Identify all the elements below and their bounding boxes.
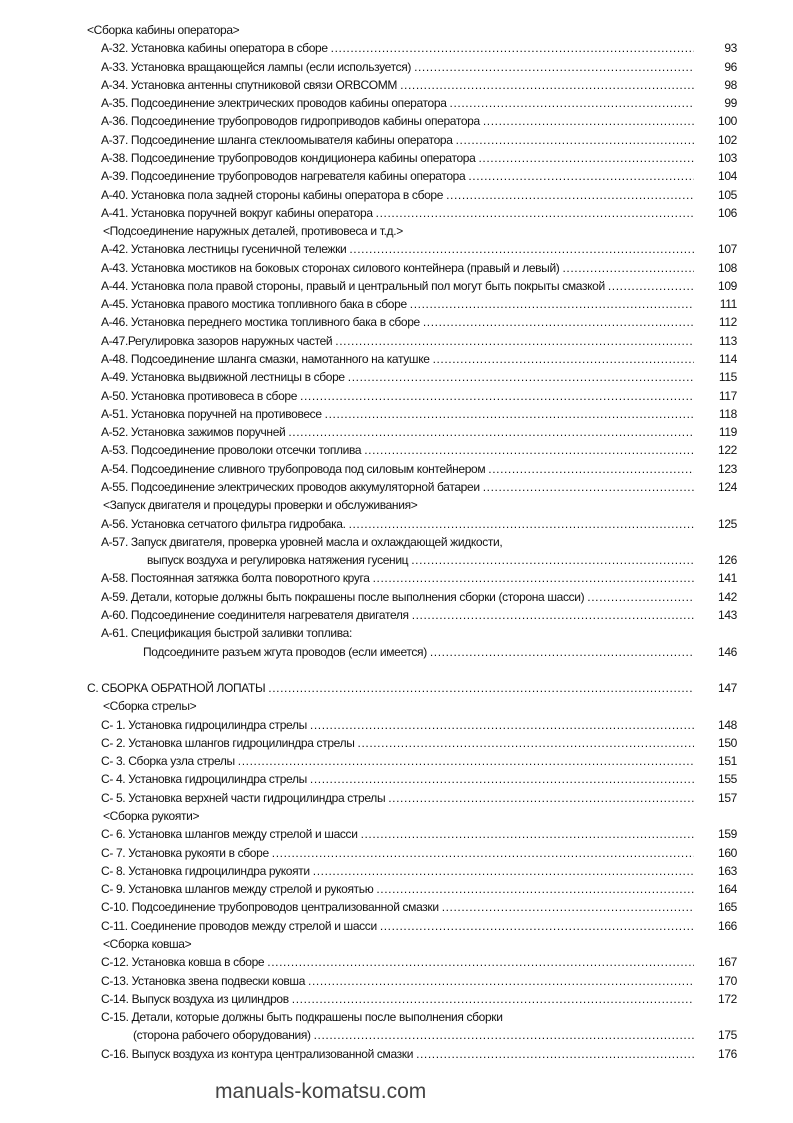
dot-leader	[483, 112, 694, 130]
toc-entry-title: A-59. Детали, которые должны быть покрашены после выполнения сборки (сторона шасси)	[101, 589, 585, 604]
toc-entry-title: C. СБОРКА ОБРАТНОЙ ЛОПАТЫ	[87, 681, 266, 696]
toc-page-number: 96	[724, 59, 737, 74]
toc-entry-title: A-56. Установка сетчатого фильтра гидробака.	[101, 516, 346, 531]
dot-leader	[361, 825, 694, 843]
dot-leader	[410, 295, 694, 313]
toc-entry[interactable]	[101, 423, 700, 441]
toc-page-number: 125	[718, 516, 737, 531]
toc-entry-title: C-14. Выпуск воздуха из цилиндров	[101, 991, 289, 1006]
toc-entry-title: A-61. Спецификация быстрой заливки топлива:	[101, 626, 352, 641]
toc-page-number: 123	[718, 461, 737, 476]
toc-entry[interactable]	[101, 94, 700, 112]
dot-leader	[300, 387, 694, 405]
dot-leader	[388, 789, 694, 807]
toc-page-number: 108	[718, 260, 737, 275]
dot-leader	[442, 898, 694, 916]
toc-entry[interactable]	[143, 643, 700, 661]
toc-entry-title: A-33. Установка вращающейся лампы (если используется)	[101, 59, 412, 74]
toc-entry-title: C- 7. Установка рукояти в сборе	[101, 845, 269, 860]
toc-page-number: 143	[718, 607, 737, 622]
toc-entry-title: A-47.Регулировка зазоров наружных частей	[101, 333, 333, 348]
toc-section-header: <Сборка рукояти>	[103, 809, 200, 824]
toc-entry[interactable]	[101, 862, 700, 880]
dot-leader	[380, 917, 694, 935]
toc-page-number: 150	[718, 735, 737, 750]
toc-entry[interactable]	[101, 844, 700, 862]
dot-leader	[483, 478, 694, 496]
toc-entry[interactable]	[101, 789, 700, 807]
toc-entry-title: A-35. Подсоединение электрических проводов кабины оператора	[101, 96, 447, 111]
dot-leader	[423, 313, 694, 331]
dot-leader	[376, 204, 694, 222]
toc-page-number: 112	[718, 315, 737, 330]
toc-entry[interactable]	[101, 478, 700, 496]
toc-entry[interactable]	[101, 515, 700, 533]
toc-page-number: 167	[718, 955, 737, 970]
toc-page-number: 113	[718, 333, 737, 348]
toc-entry[interactable]	[101, 76, 700, 94]
dot-leader	[314, 1026, 694, 1044]
toc-page-number: 170	[718, 973, 737, 988]
toc-entry-title: A-36. Подсоединение трубопроводов гидроприводов кабины оператора	[101, 114, 480, 129]
dot-leader	[268, 679, 694, 697]
toc-page-number: 155	[718, 772, 737, 787]
toc-entry[interactable]	[101, 186, 700, 204]
toc-entry-title: C- 6. Установка шлангов между стрелой и шасси	[101, 827, 358, 842]
toc-entry[interactable]	[133, 1026, 700, 1044]
toc-entry[interactable]	[101, 825, 700, 843]
toc-entry-title: A-45. Установка правого мостика топливного бака в сборе	[101, 297, 407, 312]
toc-entry[interactable]	[101, 131, 700, 149]
dot-leader	[433, 350, 694, 368]
toc-entry-title: A-44. Установка пола правой стороны, правый и центральный пол могут быть покрыты смазкой	[101, 278, 605, 293]
dot-leader	[364, 441, 694, 459]
dot-leader	[411, 551, 694, 569]
toc-page-number: 105	[718, 187, 737, 202]
toc-entry[interactable]	[87, 679, 700, 697]
toc-entry-title: (сторона рабочего оборудования)	[133, 1028, 311, 1043]
dot-leader	[308, 972, 694, 990]
toc-page-number: 111	[719, 297, 737, 312]
dot-leader	[446, 186, 694, 204]
toc-entry[interactable]	[101, 716, 700, 734]
toc-entry[interactable]	[101, 1045, 700, 1063]
toc-page-number: 172	[718, 991, 737, 1006]
dot-leader	[562, 259, 694, 277]
toc-entry[interactable]	[101, 972, 700, 990]
dot-leader	[310, 770, 694, 788]
toc-entry-title: C- 4. Установка гидроцилиндра стрелы	[101, 772, 307, 787]
dot-leader	[587, 588, 694, 606]
toc-entry[interactable]	[101, 460, 700, 478]
toc-entry[interactable]	[101, 259, 700, 277]
dot-leader	[348, 368, 694, 386]
toc-entry-title: A-54. Подсоединение сливного трубопровода под силовым контейнером	[101, 461, 486, 476]
dot-leader	[267, 953, 694, 971]
toc-entry[interactable]	[101, 990, 700, 1008]
toc-entry-title: A-49. Установка выдвижной лестницы в сборе	[101, 370, 345, 385]
toc-page-number: 176	[718, 1046, 737, 1061]
toc-page-number: 151	[718, 754, 737, 769]
toc-entry[interactable]	[101, 112, 700, 130]
toc-page-number: 102	[718, 132, 737, 147]
dot-leader	[238, 752, 694, 770]
toc-page-number: 160	[718, 845, 737, 860]
toc-section-header: <Подсоединение наружных деталей, противовеса и т.д.>	[103, 224, 403, 239]
toc-page-number: 106	[718, 205, 737, 220]
dot-leader	[468, 167, 694, 185]
toc-entry-title: A-40. Установка пола задней стороны кабины оператора в сборе	[101, 187, 444, 202]
toc-entry-title: C-15. Детали, которые должны быть подкрашены после выполнения сборки	[101, 1010, 503, 1025]
toc-entry-title: C-13. Установка звена подвески ковша	[101, 973, 306, 988]
toc-entry-title: C- 1. Установка гидроцилиндра стрелы	[101, 717, 307, 732]
watermark: manuals-komatsu.com	[215, 1080, 427, 1103]
toc-entry[interactable]	[147, 551, 700, 569]
toc-entry[interactable]	[101, 149, 700, 167]
toc-entry[interactable]	[101, 313, 700, 331]
toc-page-number: 118	[718, 406, 737, 421]
toc-entry[interactable]	[101, 332, 700, 350]
dot-leader	[313, 862, 694, 880]
dot-leader	[373, 569, 694, 587]
toc-entry[interactable]	[101, 167, 700, 185]
toc-page-number: 164	[718, 882, 737, 897]
toc-entry-title: A-52. Установка зажимов поручней	[101, 425, 286, 440]
toc-entry-title: A-39. Подсоединение трубопроводов нагревателя кабины оператора	[101, 169, 466, 184]
dot-leader	[416, 1045, 694, 1063]
toc-page-number: 107	[718, 242, 737, 257]
toc-page-number: 147	[718, 681, 737, 696]
toc-entry[interactable]	[101, 277, 700, 295]
dot-leader	[412, 606, 694, 624]
toc-entry[interactable]	[101, 405, 700, 423]
toc-page-number: 141	[718, 571, 737, 586]
dot-leader	[288, 423, 694, 441]
toc-entry[interactable]	[101, 588, 700, 606]
toc-entry-title: A-46. Установка переднего мостика топливного бака в сборе	[101, 315, 420, 330]
toc-entry[interactable]	[101, 734, 700, 752]
toc-entry[interactable]	[101, 295, 700, 313]
toc-entry-title: C-12. Установка ковша в сборе	[101, 955, 265, 970]
toc-page-number: 117	[718, 388, 737, 403]
dot-leader	[488, 460, 694, 478]
toc-page-number: 157	[718, 790, 737, 805]
toc-entry[interactable]	[101, 39, 700, 57]
toc-entry[interactable]	[101, 58, 700, 76]
toc-page-number: 93	[724, 41, 737, 56]
toc-page-number: 98	[724, 77, 737, 92]
dot-leader	[358, 734, 694, 752]
toc-page-number: 115	[718, 370, 737, 385]
dot-leader	[331, 39, 694, 57]
dot-leader	[430, 643, 694, 661]
toc-entry[interactable]	[101, 917, 700, 935]
toc-entry[interactable]	[101, 441, 700, 459]
toc-page-number: 99	[724, 96, 737, 111]
toc-page-number: 103	[718, 150, 737, 165]
toc-entry[interactable]	[101, 387, 700, 405]
toc-entry-title: A-48. Подсоединение шланга смазки, намотанного на катушке	[101, 352, 430, 367]
toc-entry-title: выпуск воздуха и регулировка натяжения гусениц	[147, 553, 409, 568]
toc-entry-title: C-10. Подсоединение трубопроводов централизованной смазки	[101, 900, 439, 915]
toc-entry-title: A-43. Установка мостиков на боковых сторонах силового контейнера (правый и левый)	[101, 260, 560, 275]
toc-entry-title: A-57. Запуск двигателя, проверка уровней масла и охлаждающей жидкости,	[101, 534, 503, 549]
toc-entry-title: C-16. Выпуск воздуха из контура централизованной смазки	[101, 1046, 414, 1061]
toc-page-number: 109	[718, 278, 737, 293]
toc-entry[interactable]	[101, 368, 700, 386]
toc-entry-title: A-58. Постоянная затяжка болта поворотного круга	[101, 571, 370, 586]
toc-entry[interactable]	[101, 953, 700, 971]
dot-leader	[414, 58, 694, 76]
toc-entry-title: A-38. Подсоединение трубопроводов кондиционера кабины оператора	[101, 150, 476, 165]
toc-entry-title: A-42. Установка лестницы гусеничной тележки	[101, 242, 347, 257]
toc-page-number: 124	[718, 480, 737, 494]
toc-page-number: 165	[718, 900, 737, 915]
toc-page-number: 175	[718, 1028, 737, 1043]
toc-entry-title: C- 5. Установка верхней части гидроцилиндра стрелы	[101, 790, 386, 805]
toc-page-number: 104	[718, 169, 737, 184]
toc-page-number: 148	[718, 717, 737, 732]
dot-leader	[349, 515, 694, 533]
toc-entry[interactable]	[101, 204, 700, 222]
toc-page-number: 126	[718, 553, 737, 568]
dot-leader	[272, 844, 694, 862]
dot-leader	[349, 240, 694, 258]
toc-entry[interactable]	[101, 770, 700, 788]
toc-entry[interactable]	[101, 350, 700, 368]
dot-leader	[478, 149, 694, 167]
toc-entry-title: C- 3. Сборка узла стрелы	[101, 754, 235, 769]
toc-page-number: 163	[718, 863, 737, 878]
toc-entry-title: A-53. Подсоединение проволоки отсечки топлива	[101, 443, 362, 458]
toc-page-number: 122	[718, 443, 737, 458]
toc-page-number: 142	[718, 589, 737, 604]
toc-entry-title: C- 8. Установка гидроцилиндра рукояти	[101, 863, 310, 878]
toc-entry-title: A-55. Подсоединение электрических проводов аккумуляторной батареи	[101, 480, 480, 494]
toc-entry-title: A-51. Установка поручней на противовесе	[101, 406, 322, 421]
dot-leader	[400, 76, 694, 94]
toc-entry[interactable]	[101, 569, 700, 587]
toc-entry-title: A-32. Установка кабины оператора в сборе	[101, 41, 328, 56]
toc-section-header: <Запуск двигателя и процедуры проверки и обслуживания>	[103, 498, 418, 513]
toc-entry-title: A-37. Подсоединение шланга стеклоомывателя кабины оператора	[101, 132, 453, 147]
toc-page-number: 114	[718, 352, 737, 367]
toc-page-number: 146	[718, 644, 737, 659]
toc-section-header: <Сборка ковша>	[103, 937, 192, 951]
toc-section-header: <Сборка стрелы>	[103, 699, 197, 714]
dot-leader	[325, 405, 694, 423]
toc-page-number: 166	[718, 918, 737, 933]
dot-leader	[310, 716, 694, 734]
toc-entry-title: A-41. Установка поручней вокруг кабины оператора	[101, 205, 373, 220]
dot-leader	[608, 277, 694, 295]
toc-section-header: <Сборка кабины оператора>	[87, 23, 240, 37]
toc-entry[interactable]	[101, 880, 700, 898]
toc-entry-title: A-50. Установка противовеса в сборе	[101, 388, 298, 403]
toc-entry[interactable]	[101, 240, 700, 258]
toc-page-number: 119	[718, 425, 737, 440]
toc-entry-title: A-34. Установка антенны спутниковой связи ORBCOMM	[101, 77, 398, 92]
toc-entry-title: C-11. Соединение проводов между стрелой и шасси	[101, 918, 377, 933]
dot-leader	[292, 990, 694, 1008]
dot-leader	[335, 332, 694, 350]
toc-entry-title: C- 9. Установка шлангов между стрелой и рукоятью	[101, 882, 374, 897]
toc-entry-title: Подсоедините разъем жгута проводов (если имеется)	[143, 644, 427, 659]
toc-entry[interactable]	[101, 898, 700, 916]
dot-leader	[376, 880, 694, 898]
toc-entry[interactable]	[101, 752, 700, 770]
toc-entry-title: C- 2. Установка шлангов гидроцилиндра стрелы	[101, 735, 355, 750]
toc-page-number: 159	[718, 827, 737, 842]
dot-leader	[450, 94, 694, 112]
dot-leader	[456, 131, 694, 149]
toc-entry[interactable]	[101, 606, 700, 624]
toc-page-number: 100	[718, 114, 737, 129]
toc-entry-title: A-60. Подсоединение соединителя нагревателя двигателя	[101, 607, 409, 622]
